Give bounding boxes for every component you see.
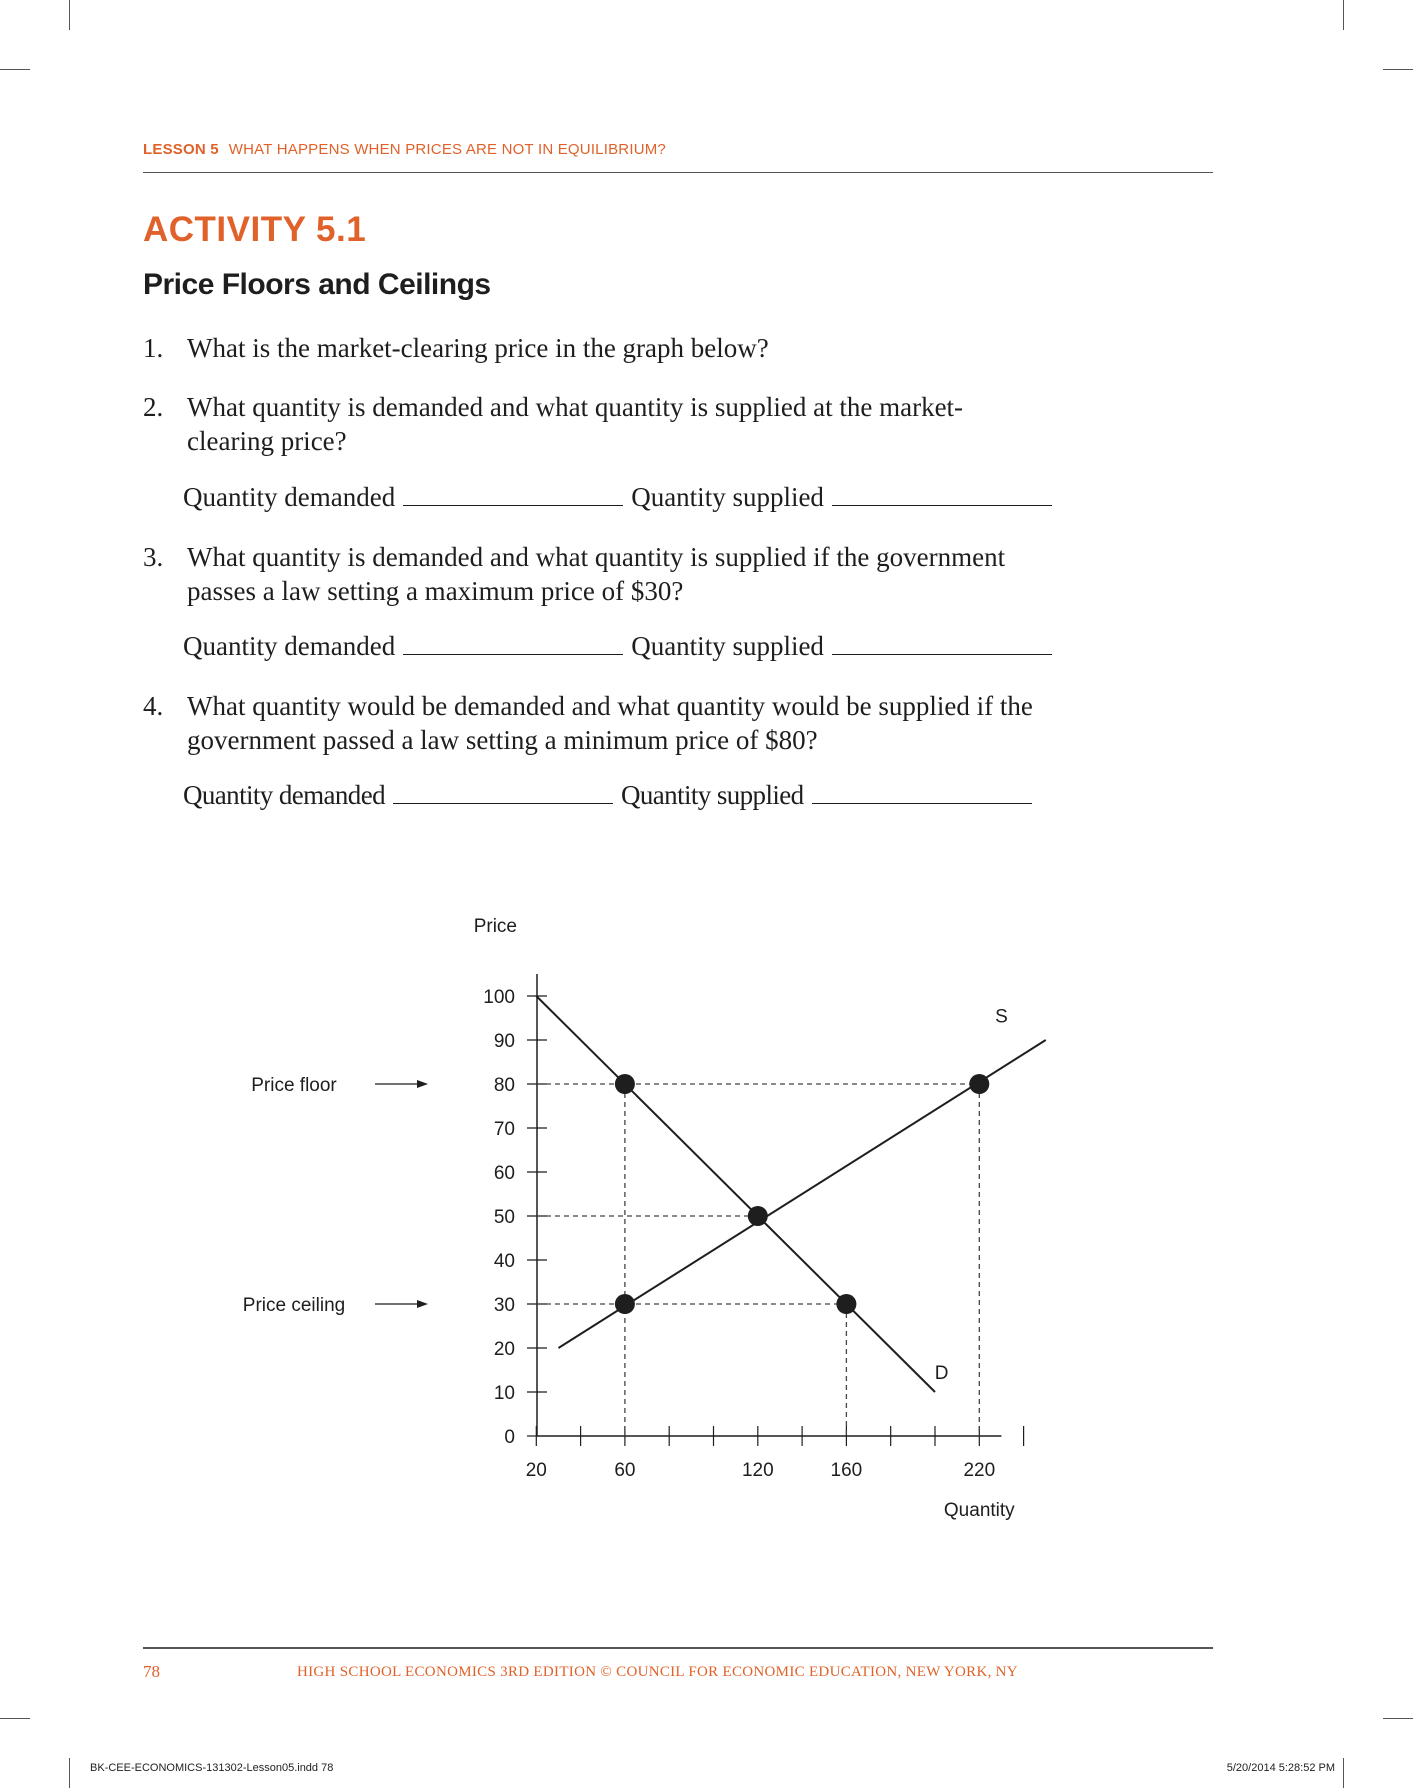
crop-mark <box>1383 69 1413 70</box>
curve-d <box>536 996 935 1392</box>
crop-mark <box>0 1718 30 1719</box>
footer-text: HIGH SCHOOL ECONOMICS 3RD EDITION © COUNCIL FOR ECONOMIC EDUCATION, NEW YORK, NY <box>297 1664 1018 1680</box>
y-axis-label: Price <box>473 916 517 938</box>
y-tick-label: 100 <box>483 987 515 1008</box>
question-number: 1. <box>143 333 164 363</box>
price-floor-arrowhead <box>417 1080 428 1088</box>
quantity-supplied-blank[interactable] <box>832 483 1052 506</box>
question-text: What quantity would be demanded and what quantity would be supplied if the <box>187 691 1033 721</box>
page-number: 78 <box>143 1662 160 1681</box>
answer-row-4 <box>183 780 1040 811</box>
y-tick-label: 60 <box>493 1163 515 1184</box>
quantity-supplied-label: Quantity supplied <box>621 780 804 810</box>
crop-mark <box>1383 1718 1413 1719</box>
supply-demand-chart <box>0 900 1413 1540</box>
quantity-supplied-label: Quantity supplied <box>631 631 824 661</box>
y-tick-label: 10 <box>493 1383 515 1404</box>
x-tick-label: 60 <box>614 1460 636 1481</box>
y-tick-label: 90 <box>493 1031 515 1052</box>
x-axis-label: Quantity <box>943 1500 1015 1521</box>
y-tick-label: 20 <box>493 1339 515 1360</box>
header-rule <box>143 172 1213 173</box>
quantity-demanded-blank[interactable] <box>393 781 613 804</box>
question-3 <box>143 540 1223 610</box>
crop-mark <box>0 69 30 70</box>
question-number: 2. <box>143 392 164 422</box>
question-text: What quantity is demanded and what quantity is supplied if the government <box>187 542 1006 572</box>
supply-label: S <box>995 1006 1008 1028</box>
answer-row-3 <box>183 631 1060 662</box>
chart-point <box>615 1074 635 1094</box>
y-tick-label: 80 <box>493 1075 515 1096</box>
y-tick-label: 0 <box>504 1427 515 1448</box>
quantity-demanded-label: Quantity demanded <box>183 631 396 661</box>
x-tick-label: 160 <box>830 1460 863 1481</box>
chart-point <box>836 1294 856 1314</box>
quantity-demanded-blank[interactable] <box>403 632 623 655</box>
x-tick-label: 120 <box>741 1460 774 1481</box>
price-floor-label: Price floor <box>251 1075 337 1096</box>
quantity-supplied-blank[interactable] <box>832 632 1052 655</box>
chart-point <box>615 1294 635 1314</box>
question-2 <box>143 390 1223 460</box>
question-number: 3. <box>143 542 164 572</box>
quantity-demanded-blank[interactable] <box>403 483 623 506</box>
price-ceiling-arrowhead <box>417 1300 428 1308</box>
x-tick-label: 20 <box>525 1460 547 1481</box>
x-tick-label: 220 <box>963 1460 996 1481</box>
demand-label: D <box>934 1362 949 1384</box>
quantity-demanded-label: Quantity demanded <box>183 780 385 810</box>
lesson-number: LESSON 5 <box>143 141 219 158</box>
question-text: What is the market-clearing price in the graph below? <box>187 333 769 363</box>
crop-mark <box>69 0 70 30</box>
question-text-cont: government passed a law setting a minimum price of $80? <box>187 725 818 755</box>
question-text-cont: passes a law setting a maximum price of $30? <box>187 576 684 606</box>
question-text: What quantity is demanded and what quantity is supplied at the market- <box>187 392 964 422</box>
answer-row-2 <box>183 482 1060 513</box>
crop-mark <box>1343 1758 1344 1788</box>
quantity-supplied-label: Quantity supplied <box>631 482 824 512</box>
footer-rule <box>143 1647 1213 1649</box>
quantity-demanded-label: Quantity demanded <box>183 482 396 512</box>
question-4 <box>143 689 1223 759</box>
question-number: 4. <box>143 691 164 721</box>
price-ceiling-label: Price ceiling <box>242 1295 346 1316</box>
activity-subtitle: Price Floors and Ceilings <box>143 268 491 301</box>
chart-point <box>969 1074 989 1094</box>
crop-mark <box>1343 0 1344 30</box>
lesson-header <box>143 141 666 158</box>
slug-date: 5/20/2014 5:28:52 PM <box>1226 1762 1335 1774</box>
quantity-supplied-blank[interactable] <box>812 781 1032 804</box>
y-tick-label: 50 <box>493 1207 515 1228</box>
y-tick-label: 40 <box>493 1251 515 1272</box>
question-text-cont: clearing price? <box>187 426 347 456</box>
chart-point <box>748 1206 768 1226</box>
question-1 <box>143 331 1223 371</box>
lesson-title: WHAT HAPPENS WHEN PRICES ARE NOT IN EQUILIBRIUM? <box>228 141 666 158</box>
crop-mark <box>69 1758 70 1788</box>
activity-title: ACTIVITY 5.1 <box>143 210 367 249</box>
y-tick-label: 30 <box>493 1295 515 1316</box>
y-tick-label: 70 <box>493 1119 515 1140</box>
slug-file: BK-CEE-ECONOMICS-131302-Lesson05.indd 78 <box>90 1762 334 1774</box>
